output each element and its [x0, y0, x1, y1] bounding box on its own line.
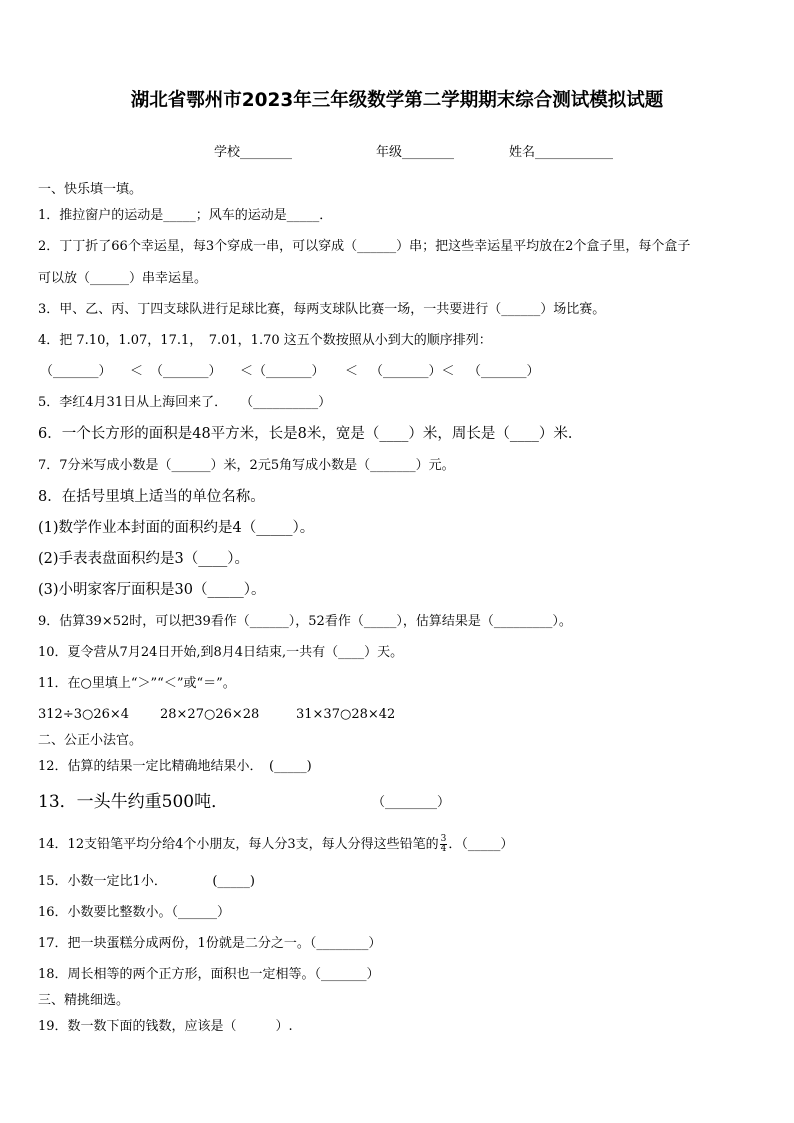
question-11-items: [0, 707, 794, 723]
comparison-item: 31×37○28×42: [296, 707, 396, 722]
question-13: [0, 794, 794, 814]
section-heading-1: 一、快乐填一填。: [38, 182, 143, 197]
question-3: 3．甲、乙、丙、丁四支球队进行足球比赛，每两支球队比赛一场，一共要进行（______）场比赛。: [38, 302, 606, 317]
comparison-item: 312÷3○26×4: [38, 707, 130, 722]
question-14-blank: ．（_____）: [448, 837, 514, 852]
question-14: [38, 832, 513, 858]
question-13-statement: [38, 794, 228, 812]
question-13-text: 13．一头牛约重500吨．: [38, 792, 229, 812]
section-heading-2: 二、公正小法官。: [38, 733, 143, 748]
school-field[interactable]: 学校________: [214, 145, 293, 160]
question-6: 6．一个长方形的面积是48平方米，长是8米，宽是（____）米，周长是（____）米．: [38, 426, 583, 442]
question-18: 18．周长相等的两个正方形，面积也一定相等。（_______）: [38, 967, 380, 982]
question-9: 9．估算39×52时，可以把39看作（______），52看作（_____），估算结果是（_________）。: [38, 614, 572, 629]
question-12: 12．估算的结果一定比精确地结果小． (_____): [38, 759, 312, 774]
answer-blank[interactable]: （_______）: [150, 364, 222, 379]
question-7: 7．7分米写成小数是（______）米，2元5角写成小数是（_______）元。: [38, 458, 455, 473]
fraction-denominator: 4: [440, 844, 447, 854]
answer-blank[interactable]: （_______）＜: [370, 364, 455, 379]
answer-blank[interactable]: （_______）: [468, 364, 540, 379]
question-17: 17．把一块蛋糕分成两份，1份就是二分之一。（________）: [38, 936, 382, 951]
fraction-three-quarters: [440, 835, 448, 854]
grade-field[interactable]: 年级________: [376, 145, 455, 160]
question-15: 15．小数一定比1小． (_____): [38, 874, 255, 889]
question-8: 8．在括号里填上适当的单位名称。: [38, 489, 265, 505]
answer-blank[interactable]: （_______）: [40, 364, 112, 379]
page-title: 湖北省鄂州市2023年三年级数学第二学期期末综合测试模拟试题: [130, 90, 664, 111]
question-2-line-1: 2．丁丁折了66个幸运星，每3个穿成一串，可以穿成（______）串；把这些幸运星平均放在2个盒子里，每个盒子: [38, 239, 691, 254]
question-4: 4．把 7.10，1.07，17.1， 7.01，1.70 这五个数按照从小到大的顺序排列：: [38, 333, 492, 348]
question-8-part-3: (3)小明家客厅面积是30（_____）。: [38, 582, 266, 598]
answer-blank[interactable]: （________）: [372, 795, 451, 810]
question-4-answer-row: [0, 364, 794, 380]
section-heading-3: 三、精挑细选。: [38, 993, 130, 1008]
question-16: 16．小数要比整数小。（______）: [38, 905, 231, 920]
question-10: 10．夏令营从7月24日开始,到8月4日结束,一共有（____）天。: [38, 645, 404, 660]
comparison-item: 28×27○26×28: [160, 707, 260, 722]
question-14-text: 14．12支铅笔平均分给4个小朋友，每人分3支，每人分得这些铅笔的: [38, 837, 439, 852]
less-than-sign: ＜: [345, 364, 359, 379]
question-11: 11．在○里填上“＞”“＜”或“＝”。: [38, 676, 236, 691]
name-field[interactable]: 姓名____________: [509, 145, 614, 160]
fraction-numerator: 3: [440, 834, 447, 844]
question-2-line-2: 可以放（______）串幸运星。: [38, 271, 208, 286]
question-8-part-2: (2)手表表盘面积约是3（____）。: [38, 551, 250, 567]
answer-blank[interactable]: ＜（_______）: [240, 364, 325, 379]
question-1: 1．推拉窗户的运动是_____；风车的运动是_____．: [38, 208, 333, 223]
question-8-part-1: (1)数学作业本封面的面积约是4（_____）。: [38, 520, 315, 536]
less-than-sign: ＜: [130, 364, 144, 379]
question-5: 5．李红4月31日从上海回来了． （__________）: [38, 395, 332, 410]
question-19: 19．数一数下面的钱数，应该是（ ）.: [38, 1019, 293, 1034]
